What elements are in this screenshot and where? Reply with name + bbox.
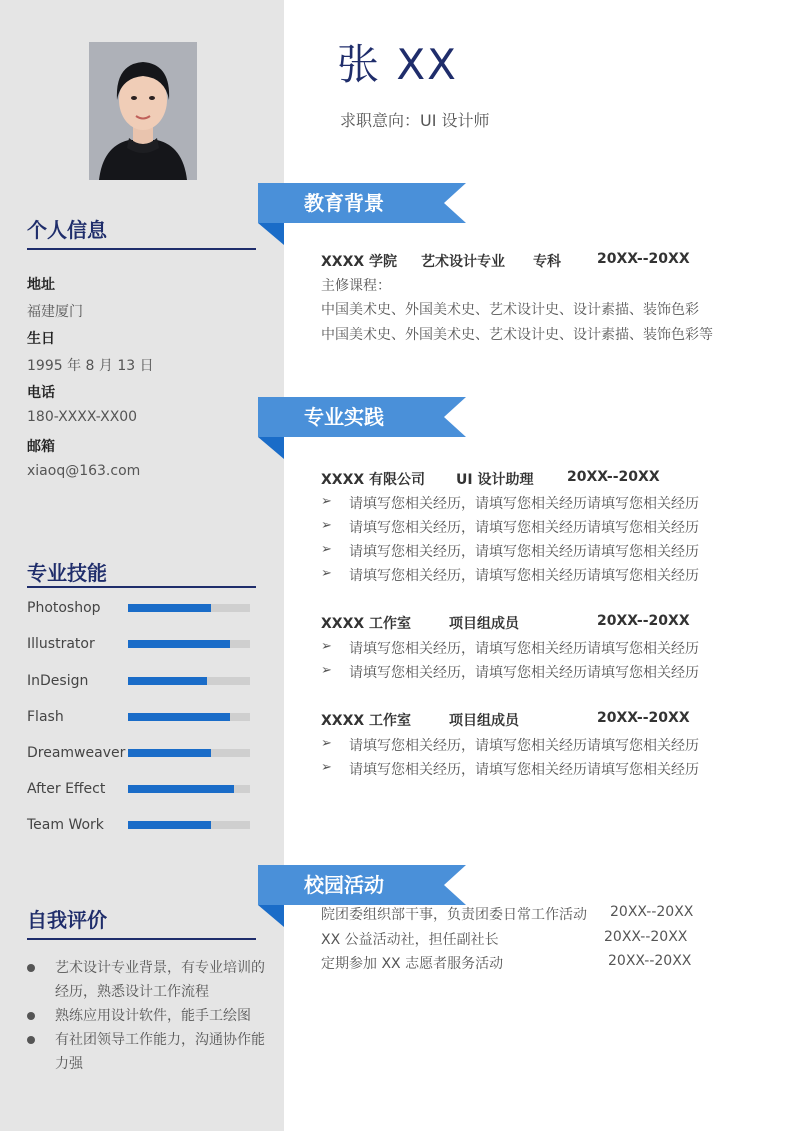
skill-bar-track (128, 749, 250, 757)
experience-item: 请填写您相关经历，请填写您相关经历请填写您相关经历 (349, 665, 699, 681)
courses-line: 中国美术史、外国美术史、艺术设计史、设计素描、装饰色彩 (321, 302, 699, 318)
experience-item: 请填写您相关经历，请填写您相关经历请填写您相关经历 (349, 520, 699, 536)
skill-row (27, 634, 252, 654)
education-period: 20XX--20XX (597, 251, 690, 267)
skill-bar-fill (128, 713, 230, 721)
job-period: 20XX--20XX (567, 469, 660, 485)
job-role: 项目组成员 (449, 713, 519, 729)
skill-bar-fill (128, 677, 207, 685)
practice-ribbon (258, 397, 468, 453)
eval-line: 熟练应用设计软件，能手工绘图 (55, 1008, 251, 1024)
eval-line: 有社团领导工作能力，沟通协作能 (55, 1032, 265, 1048)
email-label: 邮箱 (27, 439, 55, 455)
eval-line: 力强 (55, 1056, 83, 1072)
experience-item: 请填写您相关经历，请填写您相关经历请填写您相关经历 (349, 496, 699, 512)
section-divider (27, 586, 256, 588)
education-title: 教育背景 (304, 191, 384, 215)
section-divider (27, 248, 256, 250)
address-value: 福建厦门 (27, 304, 83, 320)
eval-item (27, 956, 277, 1004)
skill-name: InDesign (27, 673, 89, 689)
sidebar (0, 0, 284, 1131)
skill-bar-track (128, 713, 250, 721)
birthday-label: 生日 (27, 331, 55, 347)
company-name: XXXX 有限公司 (321, 472, 426, 488)
skill-bar-track (128, 821, 250, 829)
birthday-value: 1995 年 8 月 13 日 (27, 358, 154, 374)
skill-bar-fill (128, 604, 211, 612)
skill-bar-fill (128, 821, 211, 829)
experience-item: 请填写您相关经历，请填写您相关经历请填写您相关经历 (349, 641, 699, 657)
experience-item: 请填写您相关经历，请填写您相关经历请填写您相关经历 (349, 762, 699, 778)
email-value: xiaoq@163.com (27, 463, 141, 479)
major: 艺术设计专业 (421, 254, 505, 270)
candidate-name: 张 XX (337, 40, 458, 89)
dot-icon (27, 1036, 35, 1044)
school-name: XXXX 学院 (321, 254, 398, 270)
skill-row (27, 815, 252, 835)
arrow-bullet-icon: ➢ (321, 663, 332, 678)
dot-icon (27, 1012, 35, 1020)
job-objective: 求职意向：UI 设计师 (340, 111, 490, 130)
job-period: 20XX--20XX (597, 710, 690, 726)
self-eval-title: 自我评价 (27, 908, 107, 932)
skill-bar-track (128, 640, 250, 648)
campus-item: 定期参加 XX 志愿者服务活动 (321, 956, 504, 972)
skill-row (27, 598, 252, 618)
arrow-bullet-icon: ➢ (321, 542, 332, 557)
eval-line: 经历，熟悉设计工作流程 (55, 984, 209, 1000)
skill-name: Illustrator (27, 636, 95, 652)
profile-photo (89, 42, 197, 180)
campus-item: XX 公益活动社，担任副社长 (321, 932, 499, 948)
education-ribbon (258, 183, 468, 239)
campus-item: 院团委组织部干事，负责团委日常工作活动 (321, 907, 587, 923)
skills-title: 专业技能 (27, 561, 107, 585)
skill-bar-track (128, 604, 250, 612)
campus-period: 20XX--20XX (610, 904, 694, 920)
job-period: 20XX--20XX (597, 613, 690, 629)
eval-item (27, 1028, 277, 1076)
arrow-bullet-icon: ➢ (321, 566, 332, 581)
skill-row (27, 671, 252, 691)
skill-name: Photoshop (27, 600, 101, 616)
degree: 专科 (533, 254, 561, 270)
skill-name: Dreamweaver (27, 745, 126, 761)
skill-name: Flash (27, 709, 64, 725)
eval-item (27, 1004, 277, 1028)
dot-icon (27, 964, 35, 972)
skill-bar-fill (128, 640, 230, 648)
job-role: UI 设计助理 (456, 472, 534, 488)
skill-name: Team Work (27, 817, 104, 833)
arrow-bullet-icon: ➢ (321, 494, 332, 509)
personal-info-title: 个人信息 (27, 218, 107, 242)
campus-title: 校园活动 (304, 873, 384, 897)
skill-row (27, 779, 252, 799)
phone-value: 180-XXXX-XX00 (27, 409, 138, 425)
phone-label: 电话 (27, 385, 55, 401)
courses-line: 中国美术史、外国美术史、艺术设计史、设计素描、装饰色彩等 (321, 327, 713, 343)
company-name: XXXX 工作室 (321, 713, 412, 729)
arrow-bullet-icon: ➢ (321, 736, 332, 751)
experience-item: 请填写您相关经历，请填写您相关经历请填写您相关经历 (349, 568, 699, 584)
skill-row (27, 743, 252, 763)
experience-item: 请填写您相关经历，请填写您相关经历请填写您相关经历 (349, 544, 699, 560)
arrow-bullet-icon: ➢ (321, 639, 332, 654)
practice-title: 专业实践 (304, 405, 384, 429)
skill-bar-track (128, 785, 250, 793)
skill-bar-track (128, 677, 250, 685)
eval-line: 艺术设计专业背景，有专业培训的 (55, 960, 265, 976)
skill-row (27, 707, 252, 727)
arrow-bullet-icon: ➢ (321, 760, 332, 775)
campus-period: 20XX--20XX (604, 929, 688, 945)
arrow-bullet-icon: ➢ (321, 518, 332, 533)
skill-bar-fill (128, 749, 211, 757)
campus-period: 20XX--20XX (608, 953, 692, 969)
job-role: 项目组成员 (449, 616, 519, 632)
company-name: XXXX 工作室 (321, 616, 412, 632)
courses-label: 主修课程： (321, 278, 391, 294)
section-divider (27, 938, 256, 940)
skill-name: After Effect (27, 781, 106, 797)
address-label: 地址 (27, 277, 55, 293)
experience-item: 请填写您相关经历，请填写您相关经历请填写您相关经历 (349, 738, 699, 754)
skill-bar-fill (128, 785, 234, 793)
